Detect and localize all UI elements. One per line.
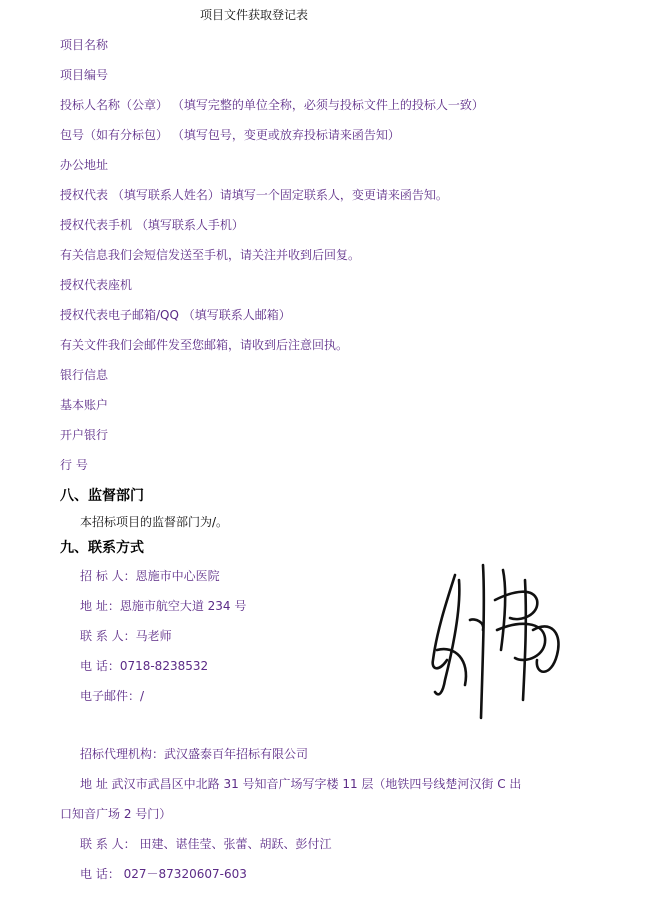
section8-heading: 八、监督部门 bbox=[60, 488, 144, 504]
handwritten-signature bbox=[425, 560, 565, 725]
agency-name: 招标代理机构：武汉盛泰百年招标有限公司 bbox=[80, 747, 309, 761]
tenderer-address: 地 址：恩施市航空大道 234 号 bbox=[80, 599, 247, 613]
form-row-bank-code: 行 号 bbox=[60, 458, 88, 472]
agency-address-line1: 地 址 武汉市武昌区中北路 31 号知音广场写字楼 11 层（地铁四号线楚河汉街 C 出 bbox=[80, 777, 522, 791]
form-row-representative: 授权代表 （填写联系人姓名）请填写一个固定联系人，变更请来函告知。 bbox=[60, 188, 448, 202]
form-row-package: 包号（如有分标包） （填写包号，变更或放弃投标请来函告知） bbox=[60, 128, 400, 142]
tenderer-phone: 电 话：0718-8238532 bbox=[80, 659, 209, 673]
tenderer-contact: 联 系 人：马老师 bbox=[80, 629, 172, 643]
agency-address-line2: 口知音广场 2 号门） bbox=[60, 807, 172, 821]
agency-phone: 电 话： 027－87320607-603 bbox=[80, 867, 247, 881]
form-row-rep-landline: 授权代表座机 bbox=[60, 278, 133, 292]
form-row-bank-info: 银行信息 bbox=[60, 368, 109, 382]
form-row-office-address: 办公地址 bbox=[60, 158, 109, 172]
form-row-project-number: 项目编号 bbox=[60, 68, 109, 82]
form-row-bidder-name: 投标人名称（公章） （填写完整的单位全称，必须与投标文件上的投标人一致） bbox=[60, 98, 484, 112]
form-row-sms-note: 有关信息我们会短信发送至手机，请关注并收到后回复。 bbox=[60, 248, 361, 262]
document-title: 项目文件获取登记表 bbox=[200, 8, 309, 22]
section9-heading: 九、联系方式 bbox=[60, 540, 144, 556]
tenderer-name: 招 标 人：恩施市中心医院 bbox=[80, 569, 220, 583]
agency-contact: 联 系 人： 田建、谌佳莹、张蕾、胡跃、彭付江 bbox=[80, 837, 332, 851]
form-row-project-name: 项目名称 bbox=[60, 38, 109, 52]
form-row-bank: 开户银行 bbox=[60, 428, 109, 442]
form-row-rep-mobile: 授权代表手机 （填写联系人手机） bbox=[60, 218, 244, 232]
tenderer-email: 电子邮件：/ bbox=[80, 689, 145, 703]
form-row-email-note: 有关文件我们会邮件发至您邮箱，请收到后注意回执。 bbox=[60, 338, 349, 352]
form-row-rep-email: 授权代表电子邮箱/QQ （填写联系人邮箱） bbox=[60, 308, 291, 322]
form-row-basic-account: 基本账户 bbox=[60, 398, 109, 412]
section8-text: 本招标项目的监督部门为/。 bbox=[80, 515, 229, 529]
